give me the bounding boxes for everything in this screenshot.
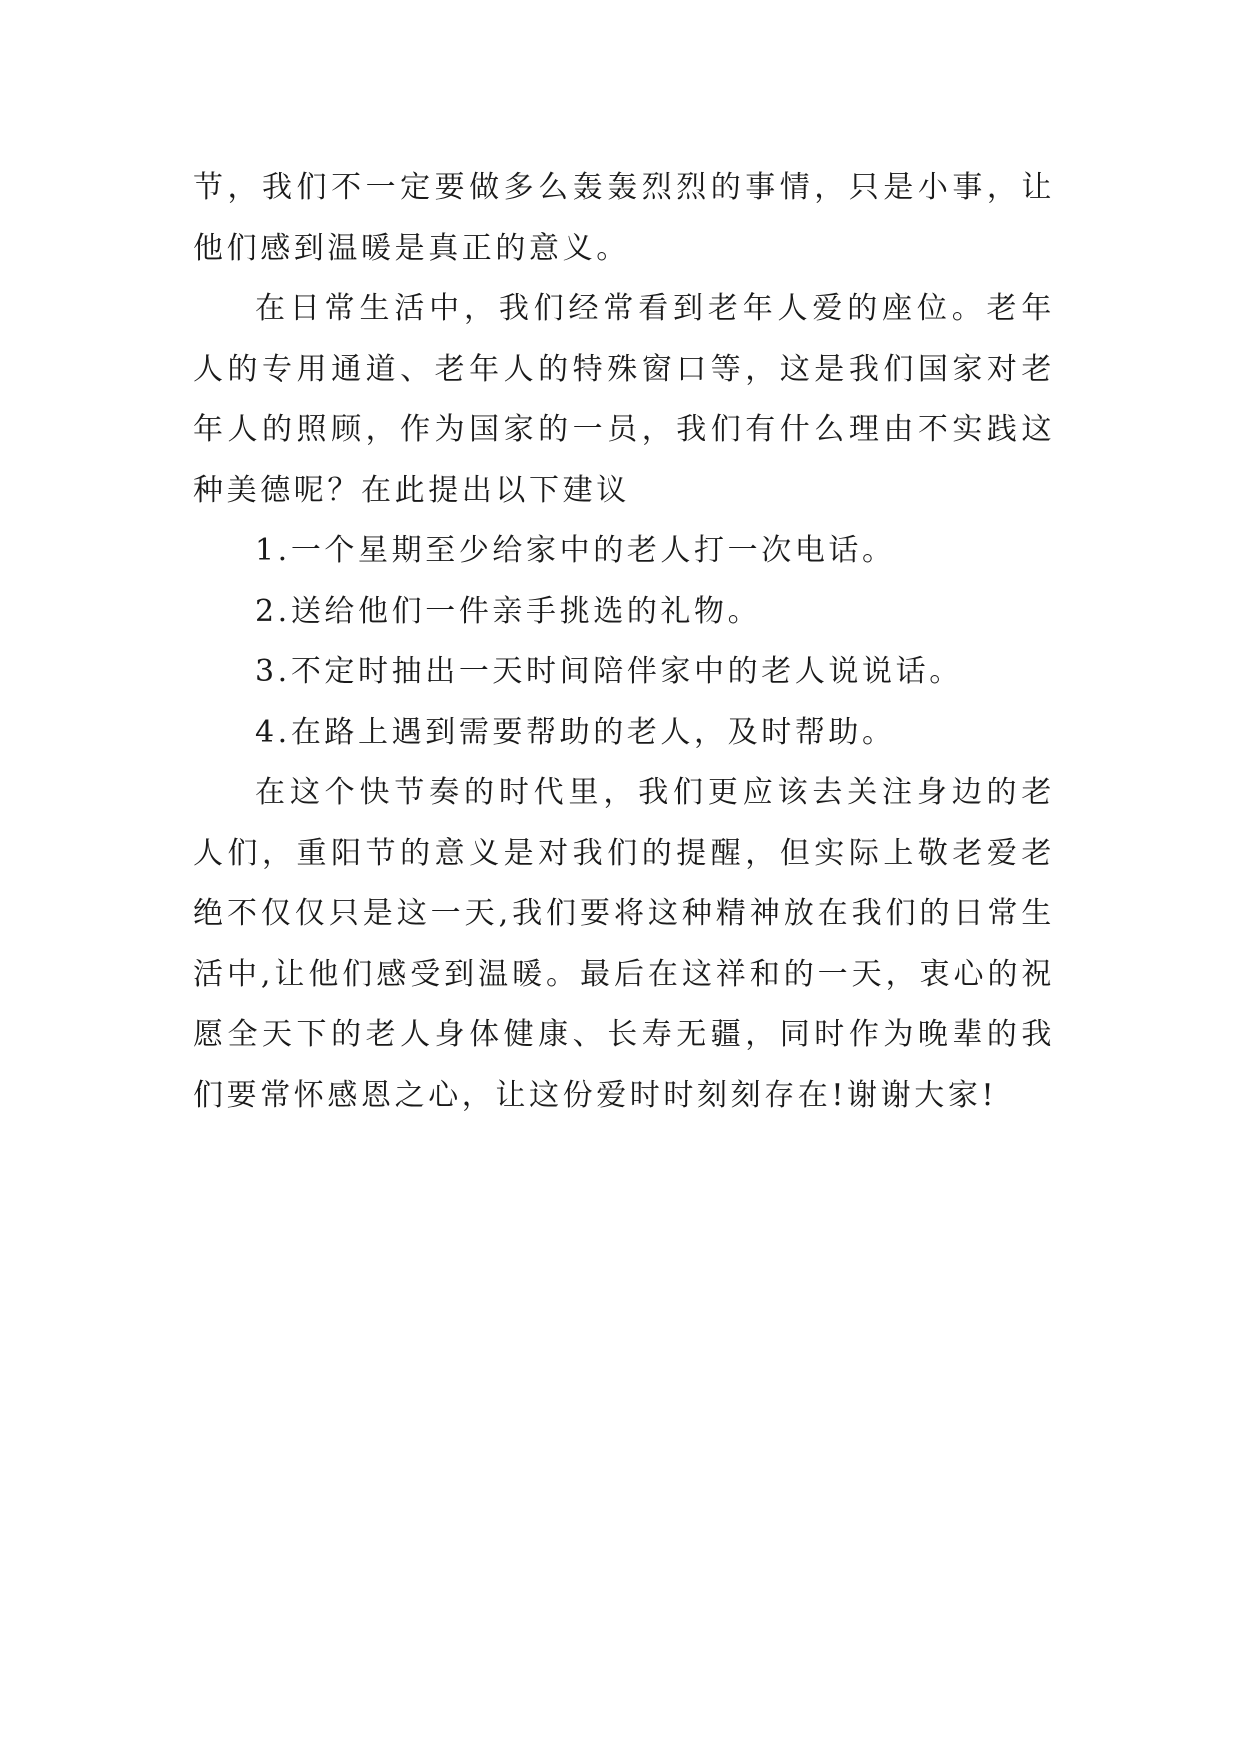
suggestion-item: 2.送给他们一件亲手挑选的礼物。 xyxy=(255,593,762,629)
suggestion-item: 4.在路上遇到需要帮助的老人，及时帮助。 xyxy=(255,714,896,750)
body-paragraph: 在日常生活中，我们经常看到老年人爱的座位。老年人的专用通道、老年人的特殊窗口等，这是我们国家对老年人的照顾，作为国家的一员，我们有什么理由不实践这种美德呢？在此提出以下建议 xyxy=(193,291,1055,508)
closing-paragraph: 在这个快节奏的时代里，我们更应该去关注身边的老人们，重阳节的意义是对我们的提醒，但实际上敬老爱老绝不仅仅只是这一天,我们要将这种精神放在我们的日常生活中,让他们感受到温暖。最后在这祥和的一天，衷心的祝愿全天下的老人身体健康、长寿无疆，同时作为晚辈的我们要常怀感恩之心，让这份爱时时刻刻存在!谢谢大家! xyxy=(193,775,1055,1113)
continued-paragraph: 节，我们不一定要做多么轰轰烈烈的事情，只是小事，让他们感到温暖是真正的意义。 xyxy=(193,170,1055,266)
document-body xyxy=(193,158,1055,1126)
suggestion-item: 3.不定时抽出一天时间陪伴家中的老人说说话。 xyxy=(255,654,963,689)
suggestion-item: 1.一个星期至少给家中的老人打一次电话。 xyxy=(255,533,896,568)
